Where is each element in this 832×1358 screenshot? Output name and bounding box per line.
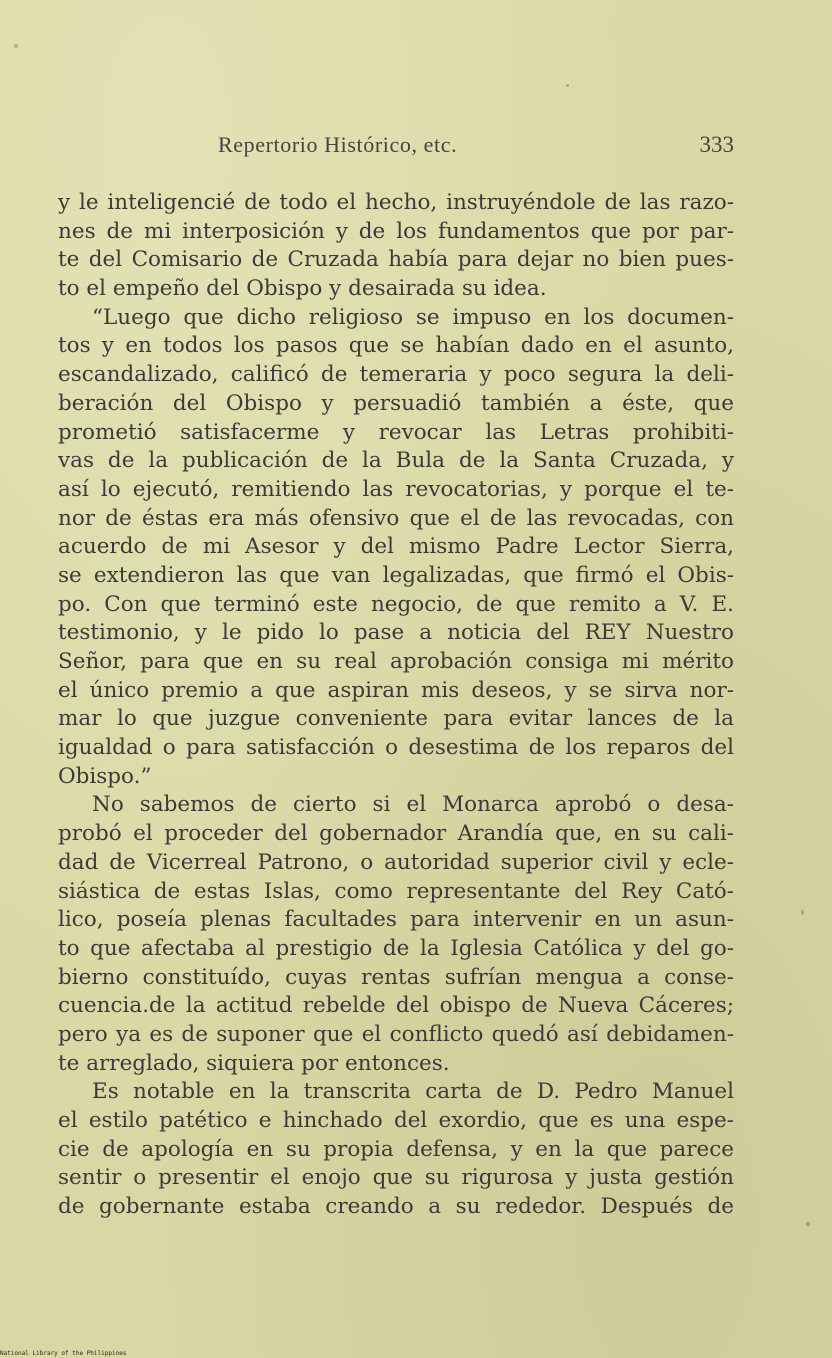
text-line: te arreglado, siquiera por entonces. xyxy=(58,1050,450,1076)
text-line: siástica de estas Islas, como representante del Rey Cató- xyxy=(58,878,734,904)
text-line: beración del Obispo y persuadió también a éste, que xyxy=(58,390,734,416)
paper-speck xyxy=(566,84,569,87)
text-line: el estilo patético e hinchado del exordio, que es una espe- xyxy=(58,1108,734,1133)
body-text xyxy=(58,189,738,1222)
text-line: de gobernante estaba creando a su rededor. Después de xyxy=(58,1194,734,1220)
text-line: lico, poseía plenas facultades para intervenir en un asun- xyxy=(58,907,734,933)
text-line: el único premio a que aspiran mis deseos, y se sirva nor- xyxy=(58,677,734,703)
text-line: nor de éstas era más ofensivo que el de las revocadas, con xyxy=(58,505,734,531)
text-line: así lo ejecutó, remitiendo las revocatorias, y porque el te- xyxy=(58,476,734,502)
text-line: to que afectaba al prestigio de la Iglesia Católica y del go- xyxy=(58,935,734,961)
text-line: to el empeño del Obispo y desairada su idea. xyxy=(58,276,547,302)
text-line: y le inteligencié de todo el hecho, instruyéndole de las razo- xyxy=(58,190,734,215)
text-line: prometió satisfacerme y revocar las Letras prohibiti- xyxy=(58,419,734,445)
text-line: No sabemos de cierto si el Monarca aprobó o desa- xyxy=(92,792,734,818)
text-line: po. Con que terminó este negocio, de que remito a V. E. xyxy=(58,591,734,617)
running-title: Repertorio Histórico, etc. xyxy=(218,132,458,157)
text-line: testimonio, y le pido lo pase a noticia del REY Nuestro xyxy=(58,620,734,646)
text-line: se extendieron las que van legalizadas, que firmó el Obis- xyxy=(58,562,734,588)
text-line: escandalizado, calificó de temeraria y poco segura la deli- xyxy=(58,362,734,388)
text-line: cuencia.de la actitud rebelde del obispo de Nueva Cáceres; xyxy=(58,993,734,1019)
page-number: 333 xyxy=(699,132,734,157)
text-line: acuerdo de mi Asesor y del mismo Padre Lector Sierra, xyxy=(58,534,734,560)
text-line: sentir o presentir el enojo que su rigurosa y justa gestión xyxy=(58,1165,734,1191)
text-line: Señor, para que en su real aprobación consiga mi mérito xyxy=(58,649,734,674)
text-line: pero ya es de suponer que el conflicto quedó así debidamen- xyxy=(58,1021,734,1047)
text-line: mar lo que juzgue conveniente para evitar lances de la xyxy=(58,706,734,732)
text-line: dad de Vicerreal Patrono, o autoridad superior civil y ecle- xyxy=(58,849,734,875)
text-line: bierno constituído, cuyas rentas sufrían mengua a conse- xyxy=(58,964,734,990)
text-line: “Luego que dicho religioso se impuso en los documen- xyxy=(92,304,734,330)
text-line: cie de apología en su propia defensa, y en la que parece xyxy=(58,1136,734,1162)
text-line: tos y en todos los pasos que se habían dado en el asunto, xyxy=(58,333,734,359)
text-line: vas de la publicación de la Bula de la Santa Cruzada, y xyxy=(58,448,734,474)
paper-speck xyxy=(14,44,18,48)
scan-credit: National Library of the Philippines xyxy=(0,1350,127,1357)
text-line: igualdad o para satisfacción o desestima de los reparos del xyxy=(58,735,734,761)
text-line: Obispo.” xyxy=(58,763,152,789)
paper-speck xyxy=(801,910,804,915)
text-line: probó el proceder del gobernador Arandía que, en su cali- xyxy=(58,821,734,847)
paper-speck xyxy=(806,1222,810,1226)
text-line: te del Comisario de Cruzada había para dejar no bien pues- xyxy=(58,247,734,273)
text-line: nes de mi interposición y de los fundamentos que por par- xyxy=(58,218,734,244)
page-header xyxy=(58,128,734,164)
text-line: Es notable en la transcrita carta de D. Pedro Manuel xyxy=(92,1079,734,1105)
